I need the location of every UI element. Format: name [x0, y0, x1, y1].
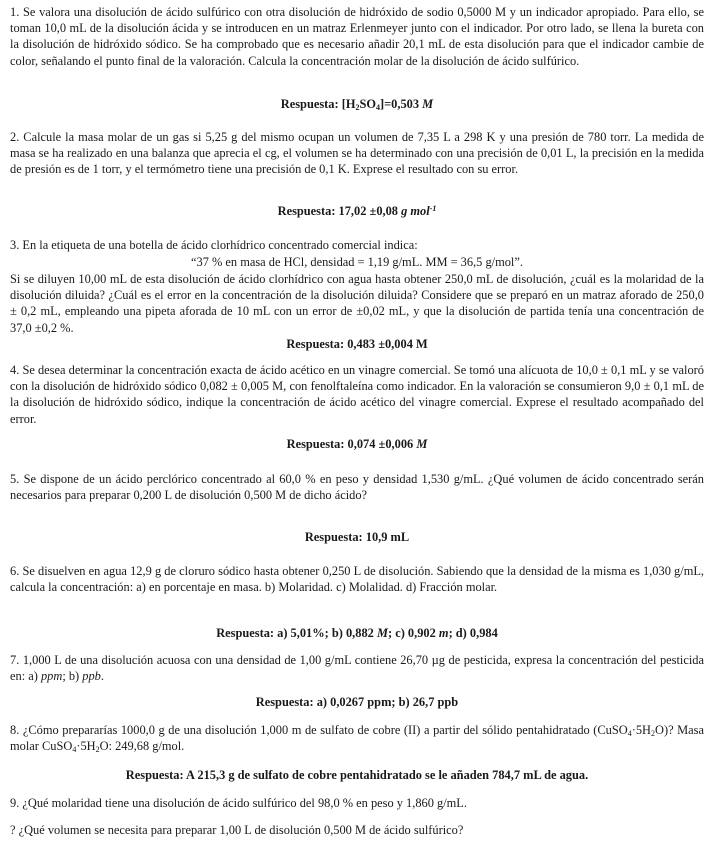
problem-1-text: 1. Se valora una disolución de ácido sulfúrico con otra disolución de hidróxido de sodio 0,5000 M y un indicador apropiado. Para ello, se toman 10,0 mL de la disolución ácida y se introducen en un matraz Erlenmeyer junto con el indicador. Por otro lado, se llena la bureta con la disolución de hidróxido sódico. Se ha comprobado que es necesario añadir 20,1 mL de esta disolución para que el indicador cambie de color, señalando el punto final de la valoración. Calcula la concentración molar de la disolución de ácido sulfúrico. — [10, 5, 704, 68]
problem-3-text: Si se diluyen 10,00 mL de esta disolución de ácido clorhídrico con agua hasta obtener 250,0 mL de disolución, ¿cuál es la molaridad de la disolución diluida? ¿Cuál es el error en la concentración de la disolución diluida? Considere que se preparó en un matraz aforado de 250,0 ± 0,2 mL, empleando una pipeta aforada de 10 mL con un error de ±0,02 mL, y que la disolución de partida tenía una concentración de 37,0 ±0,2 %. — [10, 272, 704, 335]
problem-5-answer: Respuesta: 10,9 mL — [304, 530, 410, 544]
problem-3-label-quote: “37 % en masa de HCl, densidad = 1,19 g/mL. MM = 36,5 g/mol”. — [191, 255, 523, 269]
problem-10-text: ? ¿Qué volumen se necesita para preparar 1,00 L de disolución 0,500 M de ácido sulfúrico? — [10, 823, 464, 837]
problem-9-text: 9. ¿Qué molaridad tiene una disolución de ácido sulfúrico del 98,0 % en peso y 1,860 g/mL. — [10, 796, 467, 810]
problem-3-intro: 3. En la etiqueta de una botella de ácido clorhídrico concentrado comercial indica: — [10, 238, 418, 252]
problem-2-answer: Respuesta: 17,02 ±0,08 g mol$^{-1}$ — [277, 204, 437, 218]
problem-6-text: 6. Se disuelven en agua 12,9 g de cloruro sódico hasta obtener 0,250 L de disolución. Sabiendo que la densidad de la misma es 1,030 g/mL, calcula la concentración: a) en porcentaje en masa. b) Molaridad. c) Molalidad. d) Fracción molar. — [10, 564, 704, 595]
problem-1-answer: Respuesta: $[H_2SO_4]=0,503$ M — [280, 97, 434, 112]
problem-4-answer: Respuesta: 0,074 ±0,006 M — [286, 437, 428, 451]
problem-4-text: 4. Se desea determinar la concentración exacta de ácido acético en un vinagre comercial. Se tomó una alícuota de 10,0 ± 0,1 mL y se valoró con la disolución de hidróxido sódico 0,082 ± 0,005 M, con fenolftaleína como indicador. En la valoración se consumieron 9,0 ± 0,1 mL de la disolución de hidróxido sódico, indique la concentración de ácido acético del vinagre comercial. Exprese el resultado acompañado del error. — [10, 363, 704, 426]
problem-7-answer: Respuesta: a) 0,0267 ppm; b) 26,7 ppb — [255, 695, 459, 709]
problem-2-text: 2. Calcule la masa molar de un gas si 5,25 g del mismo ocupan un volumen de 7,35 L a 298 K y una presión de 780 torr. La medida de masa se ha realizado en una balanza que aprecia el cg, el volumen se ha determinado con una precisión de 0,01 L, la precisión en la medida de presión es de 1 torr, y el termómetro tiene una precisión de 0,1 K. Exprese el resultado con su error. — [10, 130, 704, 177]
problem-6-answer: Respuesta: a) 5,01%; b) 0,882 M; c) 0,902 m; d) 0,984 — [216, 626, 498, 640]
problem-7-text: 7. 1,000 L de una disolución acuosa con una densidad de 1,00 g/mL contiene 26,70 µg de pesticida, expresa la concentración del pesticida en: a) ppm; b) ppb. — [10, 653, 704, 684]
problem-3-answer: Respuesta: 0,483 ±0,004 M — [286, 337, 428, 351]
problem-8-text: 8. ¿Cómo prepararías 1000,0 g de una disolución 1,000 m de sulfato de cobre (II) a partir del sólido pentahidratado $(CuSO_4\cdot 5H_2O)$? Masa molar $CuSO_4\cdot 5H_2O$: 249,68 g/mol. — [10, 723, 704, 755]
problem-8-answer: Respuesta: A 215,3 g de sulfato de cobre pentahidratado se le añaden 784,7 mL de agua. — [125, 768, 589, 782]
problem-5-text: 5. Se dispone de un ácido perclórico concentrado al 60,0 % en peso y densidad 1,530 g/mL. ¿Qué volumen de ácido concentrado serán necesarios para preparar 0,200 L de disolución 0,500 M de dicho ácido? — [10, 472, 704, 503]
